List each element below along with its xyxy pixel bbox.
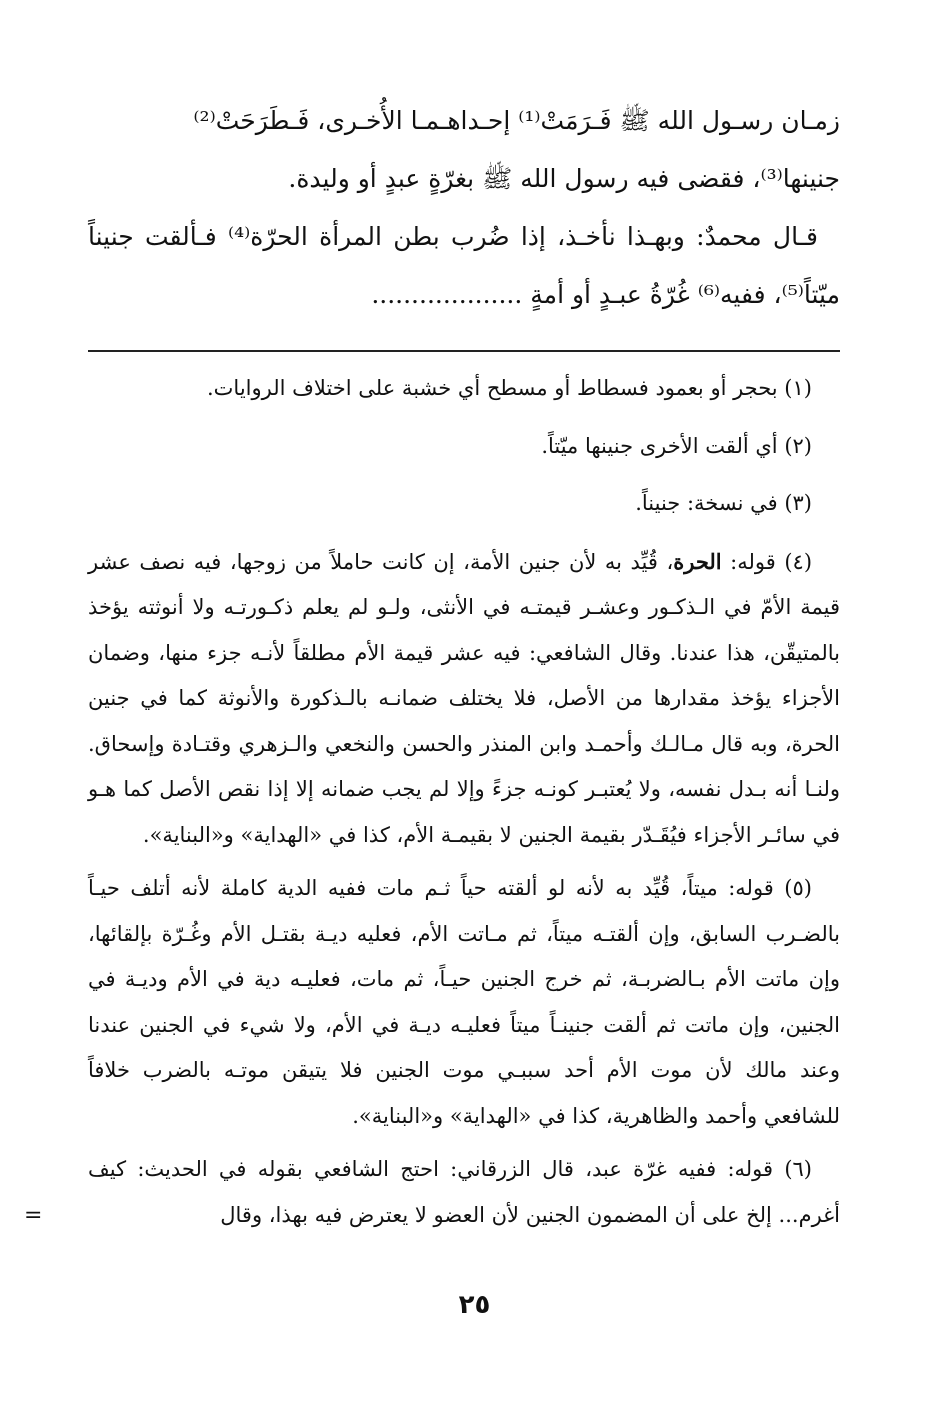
- ellipsis-dots: ...................: [371, 280, 523, 309]
- footnote-1: (١) بحجر أو بعمود فسطاط أو مسطح أي خشبة على اختلاف الروايات.: [206, 376, 812, 400]
- footnote-6: [24, 1147, 840, 1238]
- footnote-4: [88, 539, 840, 859]
- footnote-4-body: ، قُيِّد به لأن جنين الأمة، إن كانت حاملاً من زوجها، فيه نصف عشر قيمة الأمّ في الـذكـور وعشـر قيمتـه في الأنثى، ولـو لم يعلم ذكـورتـه ولا أنوثته يؤخذ بالمتيقّن، هذا عندنا. وقال الشافعي: فيه عشر قيمة الأم مطلقاً لأنـه جزء منها، وضمان الأجزاء يؤخذ مقدارها من الأصل، فلا يختلف ضمانـه بالـذكورة والأنوثة كما في جنين الحرة، وبه قال مـالـك وأحمـد وابن المنذر والحسن والنخعي والـزهري وقتـادة وإسحاق. ولنـا أنه بـدل نفسه، ولا يُعتبـر كونـه جزءً وإلا لم يجب ضمانه إلا إذا نقص الأصل كما هـو في سائـر الأجزاء فيُقَـدّر بقيمة الجنين لا بقيمـة الأم، كذا في «الهداية» و«البناية».: [88, 549, 840, 847]
- footnote-5: (٥) قوله: ميتاً، قُيِّد به لأنه لو ألقته حياً ثـم مات ففيه الدية كاملة لأنه أتلف حيـاً بالضـرب السابق، وإن ألقتـه ميتاً، ثم مـاتت الأم، فعليه ديـة بقتـل الأم وغُـرّة بإلقائها، وإن ماتت الأم بـالضربـة، ثم خرج الجنين حيـاً، ثم مات، فعليـه دية في الأم وديـة في الجنين، وإن ماتت ثم ألقت جنينـاً ميتاً فعليـه ديـة في الأم، ولا شيء في الجنين عندنا وعند مالك لأن موت الأم أحد سببـي موت الجنين فلا يتيقن موتـه بالضرب خلافاً للشافعي وأحمد والظاهرية، كذا في «الهداية» و«البناية».: [88, 876, 840, 1128]
- footnote-2: (٢) أي ألقت الأخرى جنينها ميّتاً.: [541, 433, 812, 458]
- footnote-6-text: (٦) قوله: ففيه غرّة عبد، قال الزرقاني: احتج الشافعي بقوله في الحديث: كيف أغرم... إلخ على أن المضمون الجنين لأن العضو لا يعترض فيه بهذا، وقال: [88, 1157, 840, 1227]
- main-paragraph-2: [88, 208, 840, 324]
- main-line-2: جنينها⁽³⁾، فقضى فيه رسول الله ﷺ بغرّةٍ عبدٍ أو وليدة.: [288, 164, 840, 193]
- footnotes: [24, 366, 840, 1238]
- footnote-divider: [88, 350, 840, 352]
- footnote-3: (٣) في نسخة: جنيناً.: [635, 491, 812, 515]
- footnote-4-keyword: الحرة: [673, 548, 722, 574]
- continuation-mark: =: [24, 1202, 43, 1228]
- page-number: ٢٥: [458, 1290, 491, 1320]
- footnote-4-head: (٤) قوله:: [721, 549, 813, 574]
- main-line-1: زمـان رسـول الله ﷺ فَـرَمَتْ⁽¹⁾ إحـداهـمـا الأُخـرى، فَـطَرَحَتْ⁽²⁾: [193, 106, 840, 135]
- page-body: [24, 92, 840, 1238]
- main-text: [88, 92, 840, 324]
- main-paragraph-2-text: قـال محمدٌ: وبهـذا نأخـذ، إذا ضُرب بطن المرأة الحرّة⁽⁴⁾ فـألقت جنيناً ميّتاً⁽⁵⁾، ففيه⁽⁶⁾ غُرّةُ عبـدٍ أو أمةٍ: [88, 222, 840, 309]
